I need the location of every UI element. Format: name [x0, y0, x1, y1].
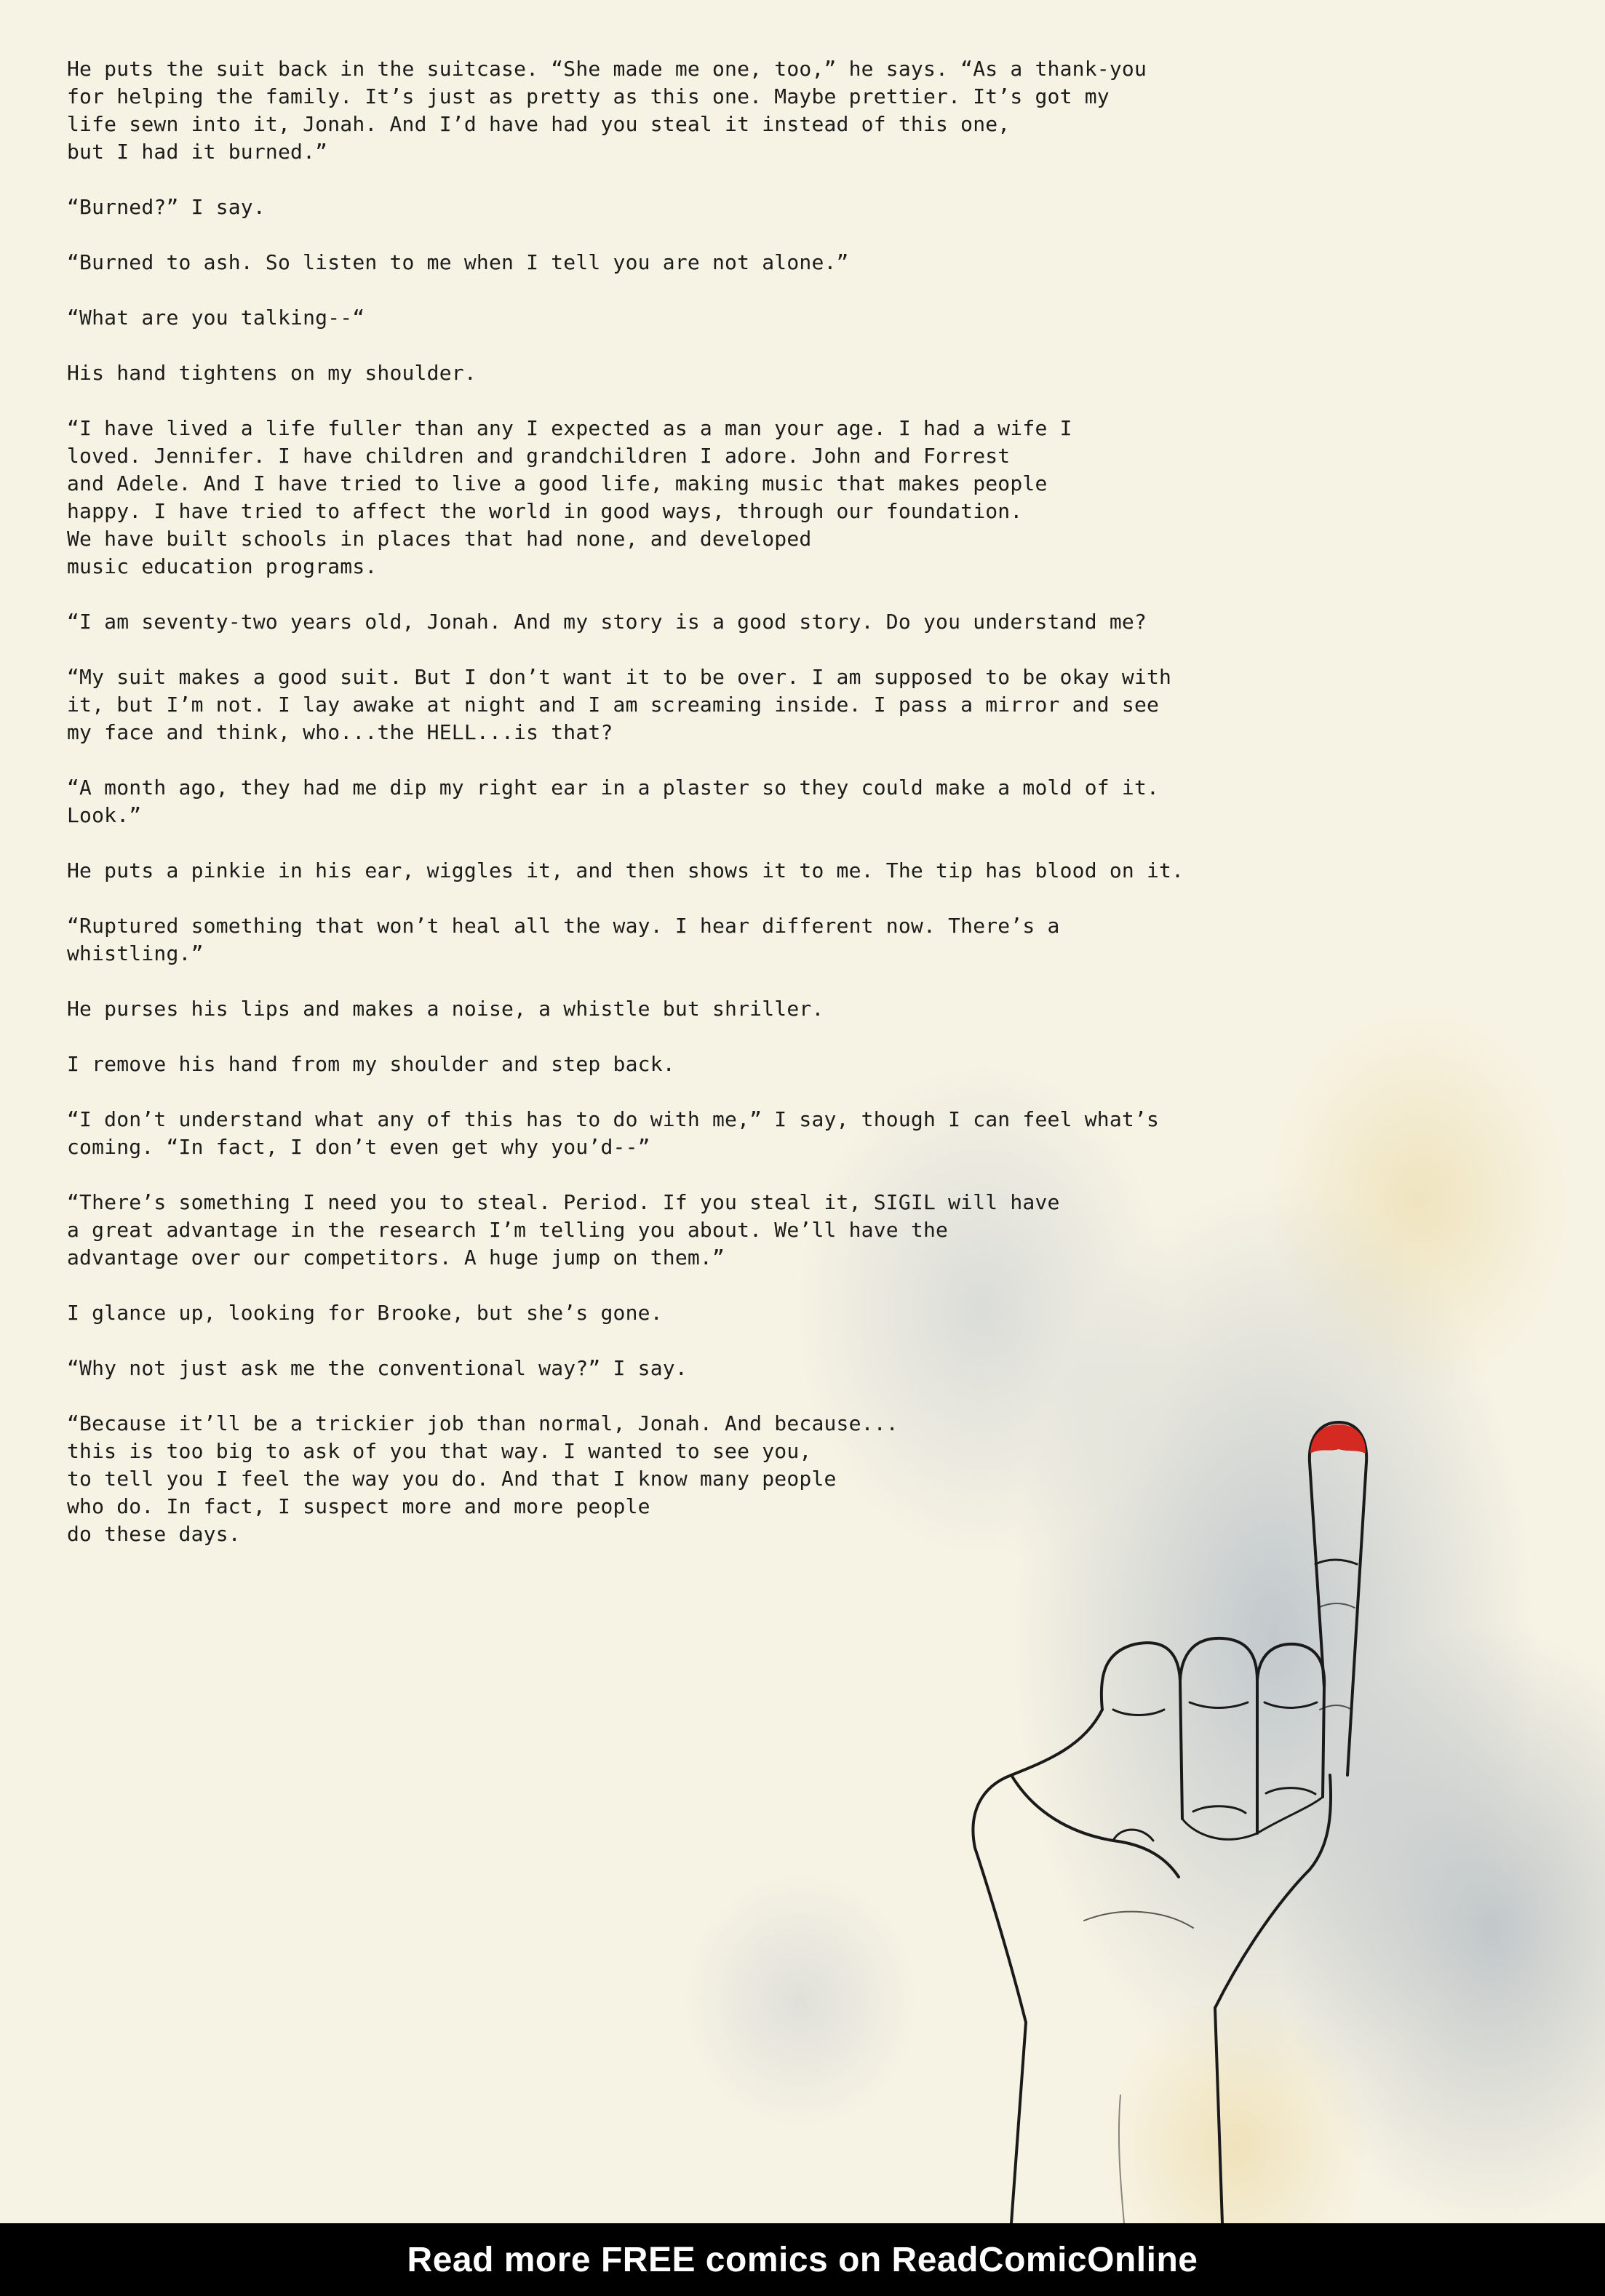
paragraph: “Ruptured something that won’t heal all the way. I hear different now. There’s a whistling.” [67, 914, 1060, 965]
paragraph: He purses his lips and makes a noise, a whistle but shriller. [67, 997, 824, 1021]
ring-finger-outline [1257, 1644, 1324, 1797]
paragraph: “I have lived a life fuller than any I expected as a man your age. I had a wife I loved. Jennifer. I have children and grandchildren I adore. John and Forrest and Adele. And I have tried to live a good life, making music that makes people happy. I have tried to affect the world in good ways, through our foundation. We have built schools in places that had none, and developed music education programs. [67, 416, 1072, 578]
pinkie-outline [1310, 1422, 1366, 1775]
pinkie-knuckle [1318, 1603, 1355, 1608]
paragraph: He puts a pinkie in his ear, wiggles it, and then shows it to me. The tip has blood on it. [67, 858, 1184, 882]
middle-nail [1193, 1806, 1246, 1813]
palm-outline [1215, 1775, 1331, 2008]
paragraph: “Because it’ll be a trickier job than normal, Jonah. And because... this is too big to ask of you that way. I wanted to see you, to tell you I feel the way you do. And that I know many people who do. In fact, I suspect more and more people do these days. [67, 1411, 899, 1546]
paragraph: “Burned to ash. So listen to me when I tell you are not alone.” [67, 250, 849, 274]
forearm-outline [1011, 2022, 1026, 2223]
middle-finger-outline [1180, 1638, 1257, 1833]
footer-link[interactable]: Read more FREE comics on ReadComicOnline [407, 2240, 1198, 2279]
footer-banner[interactable] [0, 2223, 1605, 2296]
paragraph: “Burned?” I say. [67, 195, 266, 219]
palm-crease [1084, 1912, 1193, 1928]
index-finger-outline [1102, 1643, 1182, 1819]
thumb-nail [1113, 1830, 1153, 1841]
paragraph: “There’s something I need you to steal. Period. If you steal it, SIGIL will have a great advantage in the research I’m telling you about. We’ll have the advantage over our competitors. A huge jump on them.” [67, 1190, 1060, 1269]
fist-crease [1182, 1819, 1257, 1839]
paragraph: “I don’t understand what any of this has to do with me,” I say, though I can feel what’s coming. “In fact, I don’t even get why you’d--” [67, 1107, 1160, 1159]
paragraph: “A month ago, they had me dip my right ear in a plaster so they could make a mold of it. Look.” [67, 776, 1160, 827]
paragraph: “I am seventy-two years old, Jonah. And my story is a good story. Do you understand me? [67, 610, 1147, 634]
pinkie-knuckle [1315, 1560, 1357, 1564]
raised-pinkie-hand-icon [902, 1368, 1426, 2223]
forearm-outline [1215, 2008, 1222, 2223]
paragraph: “My suit makes a good suit. But I don’t want it to be over. I am supposed to be okay with it, but I’m not. I lay awake at night and I am screaming inside. I pass a mirror and see my face and think, who...the HELL...is that? [67, 665, 1172, 744]
palm-outline [973, 1710, 1102, 2022]
paragraph: He puts the suit back in the suitcase. “She made me one, too,” he says. “As a thank-you for helping the family. It’s just as pretty as this one. Maybe prettier. It’s got my life sewn into it, Jonah. And I’d have had you steal it instead of this one, but I had it burned.” [67, 57, 1147, 164]
index-knuckle [1113, 1710, 1164, 1715]
ring-knuckle [1265, 1702, 1317, 1708]
ring-nail [1266, 1788, 1315, 1794]
fist-crease [1257, 1797, 1323, 1833]
thumb-outline [1011, 1775, 1179, 1877]
middle-knuckle [1190, 1702, 1248, 1708]
paragraph: His hand tightens on my shoulder. [67, 361, 477, 385]
paragraph: “Why not just ask me the conventional way?” I say. [67, 1356, 688, 1380]
paragraph: I glance up, looking for Brooke, but she’s gone. [67, 1301, 663, 1325]
paragraph: I remove his hand from my shoulder and step back. [67, 1052, 675, 1076]
paragraph: “What are you talking--“ [67, 306, 365, 330]
story-text [67, 55, 1202, 1576]
forearm-outline [1119, 2095, 1124, 2223]
